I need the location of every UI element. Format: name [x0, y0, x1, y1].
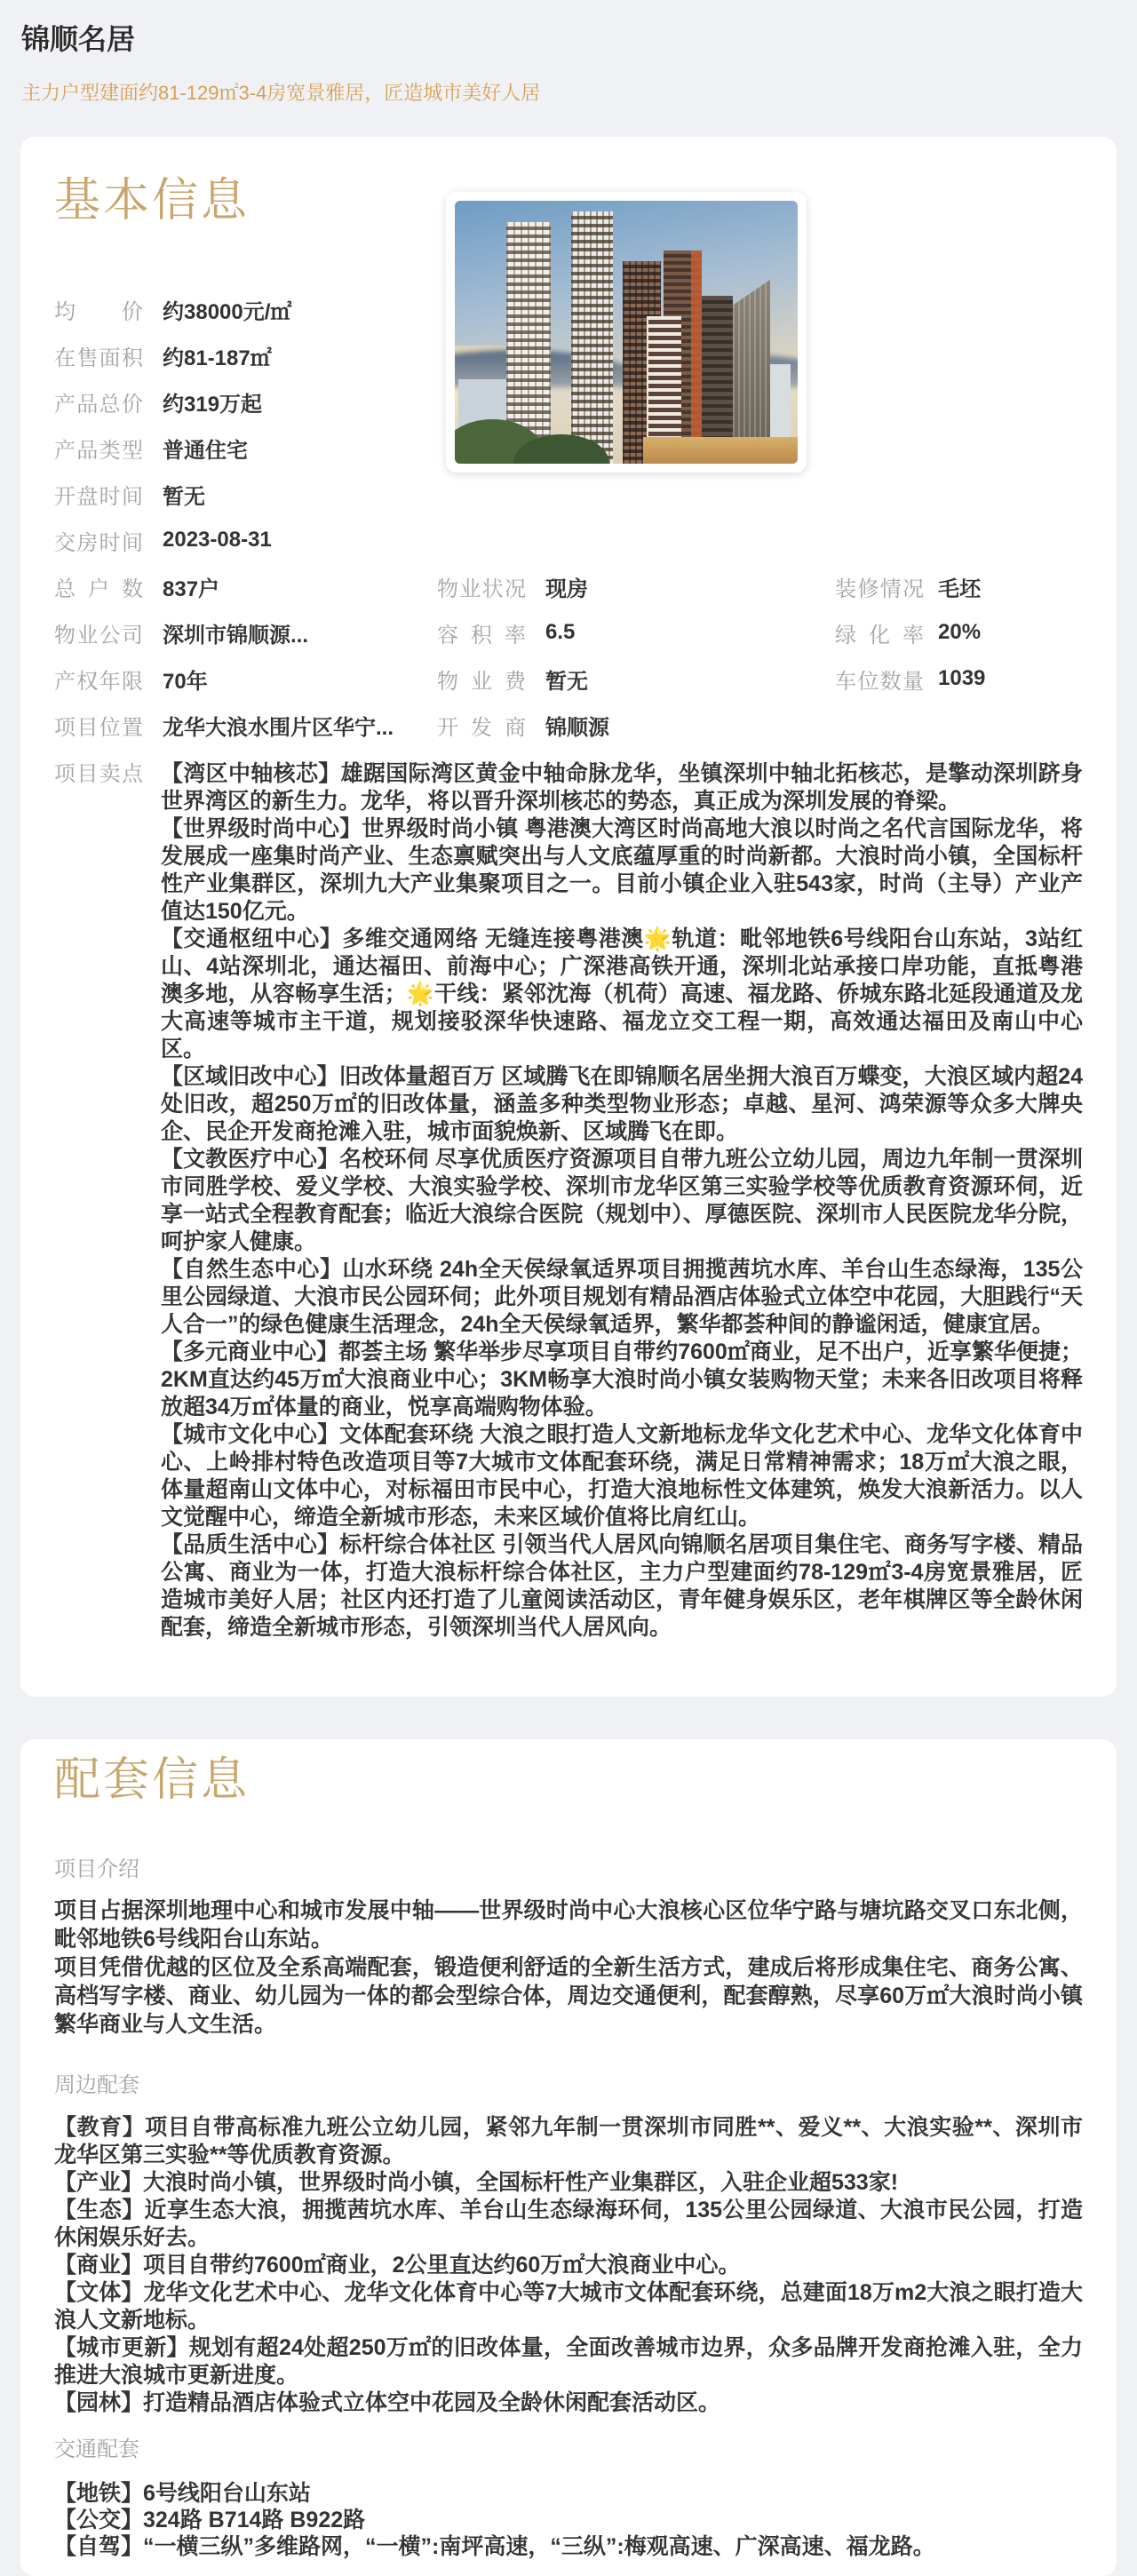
info-row-project-location [54, 702, 394, 748]
info-value: 锦顺源 [545, 715, 609, 740]
info-value: 1039 [938, 666, 986, 690]
info-row-parking-count [835, 656, 985, 702]
page-header [0, 0, 1137, 105]
property-photo-frame [446, 192, 807, 473]
selling-point-paragraph: 【自然生态中心】山水环绕 24h全天侯绿氧适界项目拥揽茜坑水库、羊台山生态绿海，135公里公园绿道、大浪市民公园环伺；此外项目规划有精品酒店体验式立体空中花园，大胆践行“天人合一”的绿色健康生活理念，24h全天侯绿氧适界，繁华都荟种间的静谧闲适，健康宜居。 [161, 1257, 1083, 1337]
info-label: 均价 [54, 299, 143, 324]
photo-tower [571, 211, 612, 464]
info-label: 车位数量 [835, 669, 924, 694]
info-value: 暂无 [163, 484, 205, 509]
project-intro-text [54, 1896, 1083, 2039]
photo-street [643, 437, 798, 464]
basic-info-card [20, 137, 1117, 1697]
traffic-facility-item: 【公交】324路 B714路 B922路 [54, 2508, 366, 2532]
selling-point-paragraph: 【湾区中轴核芯】雄踞国际湾区黄金中轴命脉龙华，坐镇深圳中轴北拓核芯，是擎动深圳跻身世界湾区的新生力。龙华，将以晋升深圳核芯的势态，真正成为深圳发展的脊梁。 [161, 761, 1083, 814]
around-facilities-label: 周边配套 [54, 2073, 139, 2097]
info-row-developer [437, 702, 609, 748]
info-value: 暂无 [545, 669, 588, 694]
info-label: 物业状况 [437, 576, 526, 601]
info-value: 6.5 [545, 620, 576, 644]
info-label: 开发商 [437, 715, 526, 740]
info-column-left [54, 286, 394, 748]
info-row-opening-date [54, 471, 394, 517]
info-value: 20% [938, 620, 982, 644]
facilities-section-title: 配套信息 [54, 1754, 250, 1806]
selling-point-paragraph: 【品质生活中心】标杆综合体社区 引领当代人居风向锦顺名居项目集住宅、商务写字楼、精品公寓、商业为一体，打造大浪标杆综合体社区，主力户型建面约78-129㎡3-4房宽景雅居，匠造城市美好人居；社区内还打造了儿童阅读活动区，青年健身娱乐区，老年棋牌区等全龄休闲配套，缔造全新城市形态，引领深圳当代人居风向。 [161, 1532, 1083, 1640]
around-facilities-text [54, 2114, 1083, 2417]
project-intro-label: 项目介绍 [54, 1857, 139, 1881]
info-label: 在售面积 [54, 346, 143, 370]
info-value: 约319万起 [163, 392, 263, 417]
info-label: 开盘时间 [54, 484, 143, 509]
around-facility-item: 【教育】项目自带高标准九班公立幼儿园，紧邻九年制一贯深圳市同胜**、爱义**、大浪实验**、深圳市龙华区第三实验**等优质教育资源。 [54, 2115, 1083, 2167]
info-label: 装修情况 [835, 576, 924, 601]
page-subtitle: 主力户型建面约81-129㎡3-4房宽景雅居，匠造城市美好人居 [21, 82, 541, 104]
info-row-total-price [54, 378, 394, 425]
traffic-facility-item: 【地铁】6号线阳台山东站 [54, 2481, 311, 2506]
info-row-greening-rate [835, 609, 985, 656]
info-row-tenure-years [54, 656, 394, 702]
info-row-product-type [54, 425, 394, 471]
info-value: 约38000元/㎡ [163, 299, 292, 324]
around-facility-item: 【商业】项目自带约7600㎡商业，2公里直达约60万㎡大浪商业中心。 [54, 2253, 741, 2278]
info-value: 深圳市锦顺源... [163, 623, 309, 648]
facilities-card [20, 1739, 1117, 2576]
info-value: 毛坯 [938, 576, 981, 601]
selling-point-paragraph: 【多元商业中心】都荟主场 繁华举步尽享项目自带约7600㎡商业，足不出户，近享繁华便捷；2KM直达约45万㎡大浪商业中心；3KM畅享大浪时尚小镇女装购物天堂；未来各旧改项目将释放超34万㎡体量的商业，悦享高端购物体验。 [161, 1340, 1083, 1419]
info-label: 产权年限 [54, 669, 143, 694]
selling-point-paragraph: 【交通枢纽中心】多维交通网络 无缝连接粤港澳🌟轨道：毗邻地铁6号线阳台山东站，3站红山、4站深圳北，通达福田、前海中心；广深港高铁开通，深圳北站承接口岸功能，直抵粤港澳多地，从容畅享生活；🌟干线：紧邻沈海（机荷）高速、福龙路、侨城东路北延段通道及龙大高速等城市主干道，规划接驳深华快速路、福龙立交工程一期，高效通达福田及南山中心区。 [161, 926, 1083, 1061]
info-label: 产品类型 [54, 438, 143, 463]
info-row-avg-price [54, 286, 394, 332]
info-label: 交房时间 [54, 530, 143, 555]
traffic-facilities-text [54, 2480, 1083, 2560]
info-label: 绿化率 [835, 623, 924, 648]
info-value: 837户 [163, 576, 220, 601]
around-facility-item: 【生态】近享生态大浪，拥揽茜坑水库、羊台山生态绿海环伺，135公里公园绿道、大浪市民公园，打造休闲娱乐好去。 [54, 2198, 1083, 2250]
info-label: 产品总价 [54, 392, 143, 417]
selling-point-paragraph: 【世界级时尚中心】世界级时尚小镇 粤港澳大湾区时尚高地大浪以时尚之名代言国际龙华，将发展成一座集时尚产业、生态禀赋突出与人文底蕴厚重的时尚新都。大浪时尚小镇，全国标杆性产业集群区，深圳九大产业集聚项目之一。目前小镇企业入驻543家，时尚（主导）产业产值达150亿元。 [161, 816, 1083, 924]
selling-point-paragraph: 【文教医疗中心】名校环伺 尽享优质医疗资源项目自带九班公立幼儿园，周边九年制一贯深圳市同胜学校、爱义学校、大浪实验学校、深圳市龙华区第三实验学校等优质教育资源环伺，近享一站式全程教育配套；临近大浪综合医院（规划中）、厚德医院、深圳市人民医院龙华分院，呵护家人健康。 [161, 1147, 1083, 1254]
selling-point-paragraph: 【区域旧改中心】旧改体量超百万 区域腾飞在即锦顺名居坐拥大浪百万蝶变，大浪区域内超24处旧改，超250万㎡的旧改体量，涵盖多种类型物业形态；卓越、星河、鸿荣源等众多大牌央企、民企开发商抢滩入驻，城市面貌焕新、区域腾飞在即。 [161, 1064, 1083, 1144]
traffic-facility-item: 【自驾】“一横三纵”多维路网，“一横”:南坪高速，“三纵”:梅观高速、广深高速、福龙路。 [54, 2534, 935, 2559]
photo-tower [733, 280, 770, 464]
property-photo[interactable] [455, 201, 798, 464]
selling-points-row [54, 760, 1083, 1642]
info-row-property-status [437, 563, 609, 609]
around-facility-item: 【园林】打造精品酒店体验式立体空中花园及全龄休闲配套活动区。 [54, 2390, 721, 2415]
basic-info-section-title: 基本信息 [54, 175, 250, 227]
traffic-facilities-label: 交通配套 [54, 2437, 139, 2461]
info-label: 物业公司 [54, 623, 143, 648]
info-row-plot-ratio [437, 609, 609, 656]
project-intro-paragraph: 项目凭借优越的区位及全系高端配套，锻造便利舒适的全新生活方式，建成后将形成集住宅、商务公寓、高档写字楼、商业、幼儿园为一体的都会型综合体，周边交通便利，配套醇熟，尽享60万㎡大浪时尚小镇繁华商业与人文生活。 [54, 1955, 1083, 2037]
info-column-right [835, 563, 985, 702]
page-title: 锦顺名居 [21, 23, 136, 55]
info-label: 容积率 [437, 623, 526, 648]
info-row-on-sale-area [54, 332, 394, 378]
info-row-property-company [54, 609, 394, 656]
info-row-delivery-date [54, 517, 394, 563]
info-row-property-fee [437, 656, 609, 702]
selling-point-paragraph: 【城市文化中心】文体配套环绕 大浪之眼打造人文新地标龙华文化艺术中心、龙华文化体育中心、上岭排村特色改造项目等7大城市文体配套环绕，满足日常精神需求；18万㎡大浪之眼，体量超南山文体中心，对标福田市民中心，打造大浪地标性文体建筑，焕发大浪新活力。以人文觉醒中心，缔造全新城市形态，未来区域价值将比肩红山。 [161, 1422, 1083, 1530]
info-value: 龙华大浪水围片区华宁... [163, 715, 394, 740]
info-label: 总户数 [54, 576, 143, 601]
info-value: 2023-08-31 [163, 528, 272, 552]
info-row-total-households [54, 563, 394, 609]
info-column-middle [437, 563, 609, 748]
around-facility-item: 【文体】龙华文化艺术中心、龙华文化体育中心等7大城市文体配套环绕，总建面18万m2大浪之眼打造大浪人文新地标。 [54, 2280, 1083, 2333]
project-intro-paragraph: 项目占据深圳地理中心和城市发展中轴——世界级时尚中心大浪核心区位华宁路与塘坑路交叉口东北侧，毗邻地铁6号线阳台山东站。 [54, 1898, 1083, 1952]
info-label: 物业费 [437, 669, 526, 694]
selling-points-label: 项目卖点 [54, 762, 143, 786]
info-value: 70年 [163, 669, 208, 694]
selling-points-text [161, 760, 1083, 1642]
around-facility-item: 【城市更新】规划有超24处超250万㎡的旧改体量，全面改善城市边界，众多品牌开发商抢滩入驻，全力推进大浪城市更新进度。 [54, 2335, 1083, 2388]
info-value: 普通住宅 [163, 438, 248, 463]
info-label: 项目位置 [54, 715, 143, 740]
info-value: 约81-187㎡ [163, 346, 272, 370]
info-row-decoration [835, 563, 985, 609]
info-value: 现房 [545, 576, 588, 601]
around-facility-item: 【产业】大浪时尚小镇，世界级时尚小镇，全国标杆性产业集群区，入驻企业超533家! [54, 2170, 899, 2195]
